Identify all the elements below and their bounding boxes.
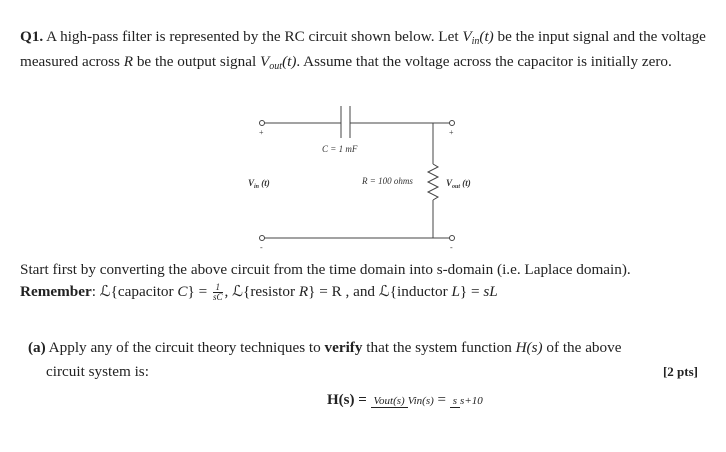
part-a-label: (a) <box>28 339 46 356</box>
s-fraction: s s+10 <box>450 394 483 408</box>
capacitor-label: C = 1 mF <box>322 144 358 154</box>
points-label: [2 pts] <box>662 364 698 379</box>
terminal-top-left <box>260 121 265 126</box>
capacitor-impedance-fraction: $\frac{1}{sC}$ <box>212 282 223 303</box>
transfer-function-formula: H(s) = Vout(s) Vin(s) = s s+10 <box>327 392 483 408</box>
terminal-bottom-right <box>450 236 455 241</box>
remember-label: Remember <box>20 283 92 300</box>
question-paragraph: Q1. A high-pass filter is represented by the RC circuit shown below. Let $V_{in}(t)$ be the input signal and the voltage measured across R be the output signal $V_{out}(t)$. Assume that the voltage across the capacitor is initially zero. <box>20 28 706 72</box>
conversion-instructions: Start first by converting the above circuit from the time domain into s-domain (i.e. Laplace domain). Remember: ℒ{capacitor C} = $\frac{1}{sC}$ , ℒ{resistor R} = R , and ℒ{inductor L} = sL <box>20 261 631 303</box>
terminal-bottom-left <box>260 236 265 241</box>
vin-label: $V_{in}$ (t) <box>248 178 270 190</box>
terminal-top-right <box>450 121 455 126</box>
resistor-label: R = 100 ohms <box>362 176 413 186</box>
minus-right: - <box>450 243 453 252</box>
plus-left: + <box>259 128 264 137</box>
voltage-ratio: Vout(s) Vin(s) <box>371 394 434 408</box>
vout-label: $V_{out}$ (t) <box>446 178 471 190</box>
resistor-zigzag <box>428 164 438 200</box>
minus-left: - <box>260 243 263 252</box>
part-a: (a) Apply any of the circuit theory techniques to verify that the system function H(s) of the above circuit system is: [2 pts] <box>28 336 698 384</box>
question-label: Q1. <box>20 28 44 45</box>
plus-right: + <box>449 128 454 137</box>
